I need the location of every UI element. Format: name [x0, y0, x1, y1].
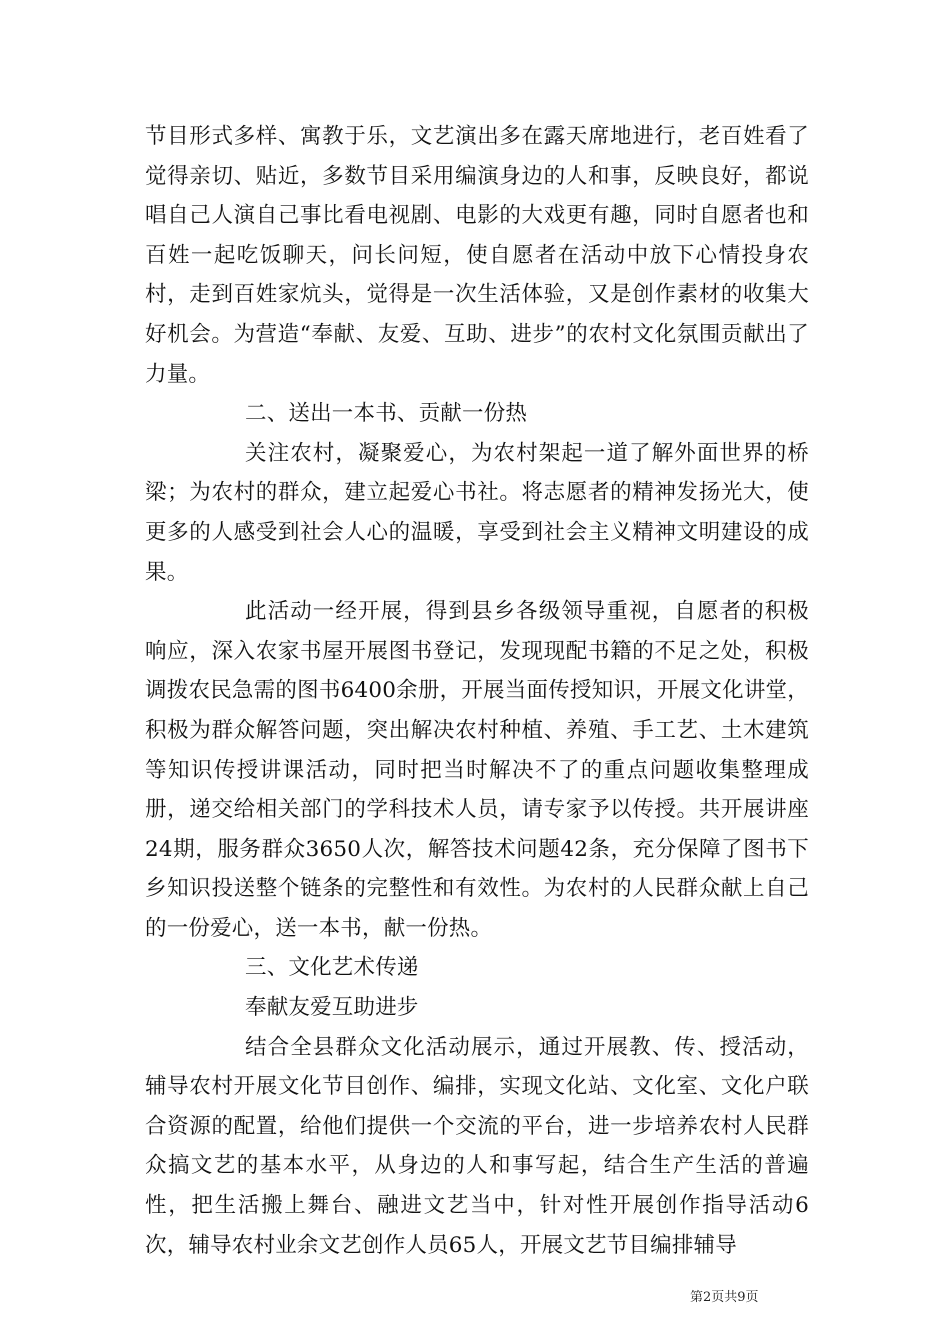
paragraph-book-club: 关注农村，凝聚爱心，为农村架起一道了解外面世界的桥梁；为农村的群众，建立起爱心书社。将志愿者的精神发扬光大，使更多的人感受到社会人心的温暖，享受到社会主义精神文明建设的成果。: [145, 440, 809, 585]
page-number-footer: 第2页共9页: [690, 1290, 759, 1305]
paragraph-book-activity: 此活动一经开展，得到县乡各级领导重视，自愿者的积极响应，深入农家书屋开展图书登记，发现现配书籍的不足之处，积极调拨农民急需的图书6400余册，开展当面传授知识，开展文化讲堂，积极为群众解答问题，突出解决农村种植、养殖、手工艺、土木建筑等知识传授讲课活动，同时把当时解决不了的重点问题收集整理成册，递交给相关部门的学科技术人员，请专家予以传授。共开展讲座24期，服务群众3650人次，解答技术问题42条，充分保障了图书下乡知识投送整个链条的完整性和有效性。为农村的人民群众献上自己的一份爱心，送一本书，献一份热。: [145, 599, 809, 941]
paragraph-continued-performances: 节目形式多样、寓教于乐，文艺演出多在露天席地进行，老百姓看了觉得亲切、贴近，多数节目采用编演身边的人和事，反映良好，都说唱自己人演自己事比看电视剧、电影的大戏更有趣，同时自愿者也和百姓一起吃饭聊天，问长问短，使自愿者在活动中放下心情投身农村，走到百姓家炕头，觉得是一次生活体验，又是创作素材的收集大好机会。为营造“奉献、友爱、互助、进步”的农村文化氛围贡献出了力量。: [145, 124, 809, 387]
paragraph-culture-activity: 结合全县群众文化活动展示，通过开展教、传、授活动，辅导农村开展文化节目创作、编排，实现文化站、文化室、文化户联合资源的配置，给他们提供一个交流的平台，进一步培养农村人民群众搞文艺的基本水平，从身边的人和事写起，结合生产生活的普遍性，把生活搬上舞台、融进文艺当中，针对性开展创作指导活动6次，辅导农村业余文艺创作人员65人，开展文艺节目编排辅导: [145, 1034, 809, 1258]
document-body: [145, 117, 809, 1265]
section-heading-books: 二、送出一本书、贡献一份热: [245, 401, 528, 427]
section-subheading-dedication: 奉献友爱互助进步: [245, 995, 419, 1021]
section-heading-culture-art: 三、文化艺术传递: [245, 955, 419, 981]
